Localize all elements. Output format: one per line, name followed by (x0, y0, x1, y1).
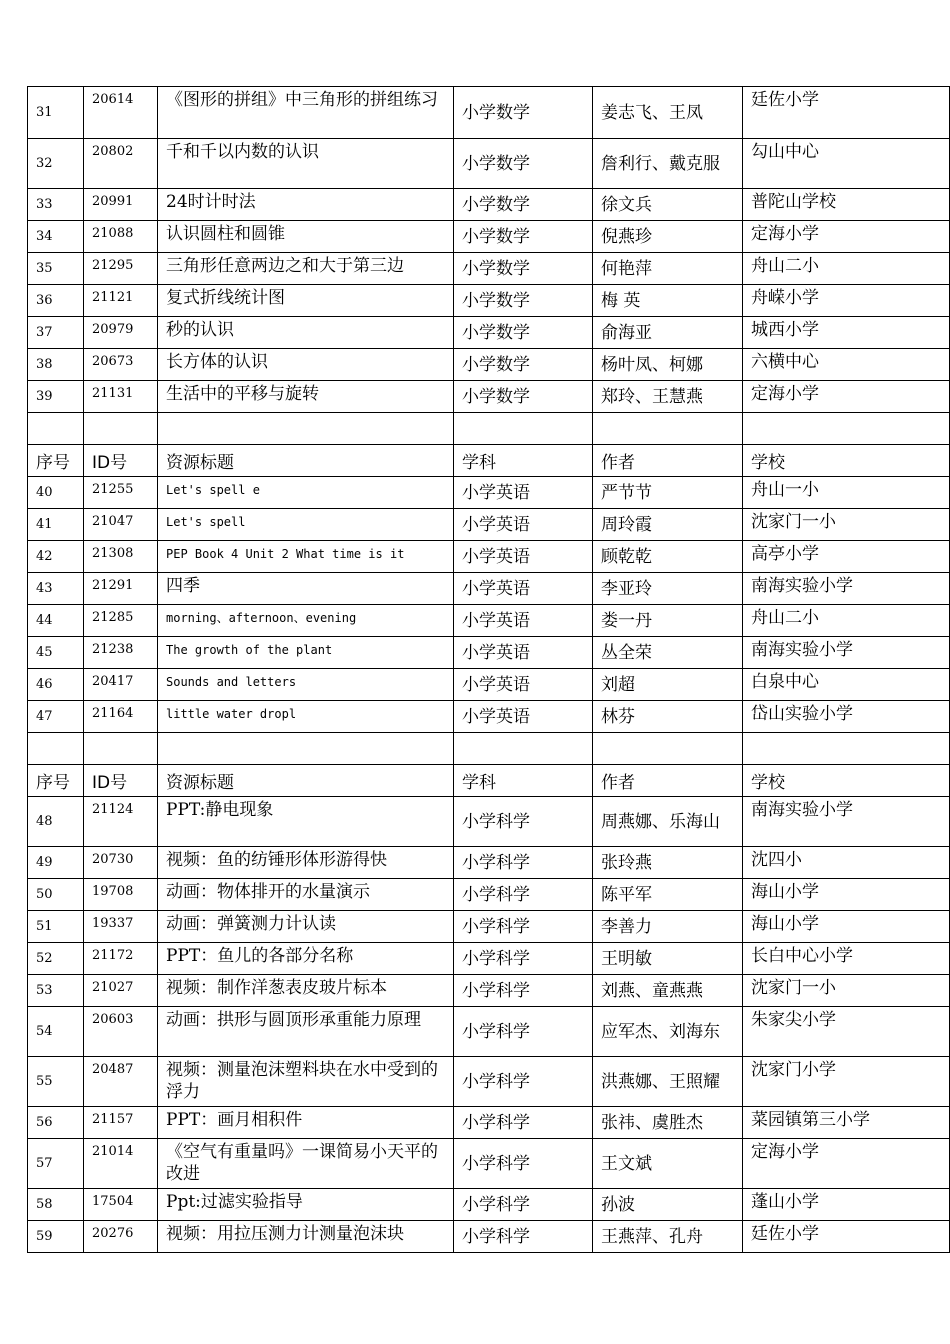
author: 王文斌 (593, 1139, 743, 1189)
resource-id: 21172 (84, 943, 158, 975)
author: 洪燕娜、王照耀 (593, 1057, 743, 1107)
subject: 小学科学 (454, 911, 593, 943)
row-number: 47 (28, 701, 84, 733)
school: 廷佐小学 (743, 87, 950, 139)
header-author: 作者 (593, 765, 743, 797)
resource-id: 20991 (84, 189, 158, 221)
resource-id: 21124 (84, 797, 158, 847)
author: 陈平军 (593, 879, 743, 911)
resource-id: 21088 (84, 221, 158, 253)
author: 刘超 (593, 669, 743, 701)
subject: 小学科学 (454, 975, 593, 1007)
subject: 小学英语 (454, 637, 593, 669)
resource-title: 动画：拱形与圆顶形承重能力原理 (158, 1007, 454, 1057)
resource-id: 17504 (84, 1189, 158, 1221)
header-seq: 序号 (28, 445, 84, 477)
header-title: 资源标题 (158, 445, 454, 477)
author: 杨叶凤、柯娜 (593, 349, 743, 381)
row-number: 59 (28, 1221, 84, 1253)
row-number: 32 (28, 139, 84, 189)
table-row (28, 1057, 950, 1107)
author: 刘燕、童燕燕 (593, 975, 743, 1007)
school: 海山小学 (743, 911, 950, 943)
blank-row (28, 413, 950, 445)
subject: 小学数学 (454, 381, 593, 413)
author: 徐文兵 (593, 189, 743, 221)
subject: 小学数学 (454, 285, 593, 317)
table-row (28, 879, 950, 911)
row-number: 44 (28, 605, 84, 637)
resource-id: 21131 (84, 381, 158, 413)
school: 舟山二小 (743, 253, 950, 285)
resource-title: 认识圆柱和圆锥 (158, 221, 454, 253)
resource-id: 20979 (84, 317, 158, 349)
header-school: 学校 (743, 765, 950, 797)
row-number: 46 (28, 669, 84, 701)
table-row (28, 541, 950, 573)
author: 王燕萍、孔舟 (593, 1221, 743, 1253)
school: 廷佐小学 (743, 1221, 950, 1253)
table-row (28, 253, 950, 285)
school: 南海实验小学 (743, 797, 950, 847)
resource-title: PPT：鱼儿的各部分名称 (158, 943, 454, 975)
table-row (28, 911, 950, 943)
row-number: 31 (28, 87, 84, 139)
row-number: 50 (28, 879, 84, 911)
author: 倪燕珍 (593, 221, 743, 253)
row-number: 45 (28, 637, 84, 669)
author: 梅 英 (593, 285, 743, 317)
table-row (28, 349, 950, 381)
table-row (28, 1189, 950, 1221)
subject: 小学科学 (454, 879, 593, 911)
table-row (28, 285, 950, 317)
resource-id: 21238 (84, 637, 158, 669)
table-row (28, 943, 950, 975)
resource-id: 20802 (84, 139, 158, 189)
school: 南海实验小学 (743, 637, 950, 669)
table-row (28, 637, 950, 669)
row-number: 52 (28, 943, 84, 975)
table-row (28, 797, 950, 847)
row-number: 49 (28, 847, 84, 879)
table-row (28, 381, 950, 413)
table-row (28, 87, 950, 139)
resource-title: 千和千以内数的认识 (158, 139, 454, 189)
subject: 小学英语 (454, 573, 593, 605)
author: 王明敏 (593, 943, 743, 975)
header-title: 资源标题 (158, 765, 454, 797)
resource-title: 视频：用拉压测力计测量泡沫块 (158, 1221, 454, 1253)
resource-title: 长方体的认识 (158, 349, 454, 381)
school: 朱家尖小学 (743, 1007, 950, 1057)
subject: 小学英语 (454, 541, 593, 573)
header-row (28, 445, 950, 477)
header-subject: 学科 (454, 765, 593, 797)
school: 定海小学 (743, 381, 950, 413)
table-row (28, 1221, 950, 1253)
subject: 小学数学 (454, 253, 593, 285)
resource-table (27, 86, 950, 1253)
subject: 小学科学 (454, 1107, 593, 1139)
subject: 小学数学 (454, 221, 593, 253)
resource-id: 20673 (84, 349, 158, 381)
author: 张祎、虞胜杰 (593, 1107, 743, 1139)
school: 定海小学 (743, 1139, 950, 1189)
subject: 小学科学 (454, 1221, 593, 1253)
row-number: 35 (28, 253, 84, 285)
table-row (28, 847, 950, 879)
resource-title: 四季 (158, 573, 454, 605)
author: 孙波 (593, 1189, 743, 1221)
resource-title: Let's spell e (158, 477, 454, 509)
row-number: 36 (28, 285, 84, 317)
resource-title: 24时计时法 (158, 189, 454, 221)
author: 顾乾乾 (593, 541, 743, 573)
row-number: 38 (28, 349, 84, 381)
row-number: 34 (28, 221, 84, 253)
resource-id: 21308 (84, 541, 158, 573)
blank-row (28, 733, 950, 765)
resource-title: Let's spell (158, 509, 454, 541)
resource-title: 三角形任意两边之和大于第三边 (158, 253, 454, 285)
header-seq: 序号 (28, 765, 84, 797)
school: 岱山实验小学 (743, 701, 950, 733)
resource-title: 《图形的拼组》中三角形的拼组练习 (158, 87, 454, 139)
author: 丛全荣 (593, 637, 743, 669)
school: 舟山二小 (743, 605, 950, 637)
resource-title: 生活中的平移与旋转 (158, 381, 454, 413)
table-row (28, 477, 950, 509)
resource-id: 20614 (84, 87, 158, 139)
subject: 小学英语 (454, 477, 593, 509)
resource-title: little water dropl (158, 701, 454, 733)
resource-id: 20730 (84, 847, 158, 879)
resource-title: 动画：弹簧测力计认读 (158, 911, 454, 943)
resource-title: PPT：画月相积件 (158, 1107, 454, 1139)
school: 沈四小 (743, 847, 950, 879)
resource-title: PPT:静电现象 (158, 797, 454, 847)
subject: 小学科学 (454, 943, 593, 975)
resource-title: Sounds and letters (158, 669, 454, 701)
row-number: 48 (28, 797, 84, 847)
table-row (28, 605, 950, 637)
author: 李善力 (593, 911, 743, 943)
subject: 小学科学 (454, 847, 593, 879)
table-row (28, 701, 950, 733)
resource-id: 21121 (84, 285, 158, 317)
resource-title: 动画：物体排开的水量演示 (158, 879, 454, 911)
subject: 小学数学 (454, 349, 593, 381)
school: 城西小学 (743, 317, 950, 349)
header-row (28, 765, 950, 797)
table-row (28, 1107, 950, 1139)
school: 舟山一小 (743, 477, 950, 509)
resource-id: 21164 (84, 701, 158, 733)
table-row (28, 221, 950, 253)
school: 高亭小学 (743, 541, 950, 573)
resource-id: 20276 (84, 1221, 158, 1253)
author: 娄一丹 (593, 605, 743, 637)
row-number: 41 (28, 509, 84, 541)
author: 严节节 (593, 477, 743, 509)
resource-title: 复式折线统计图 (158, 285, 454, 317)
header-author: 作者 (593, 445, 743, 477)
subject: 小学科学 (454, 1057, 593, 1107)
author: 应军杰、刘海东 (593, 1007, 743, 1057)
resource-title: 《空气有重量吗》一课简易小天平的改进 (158, 1139, 454, 1189)
school: 海山小学 (743, 879, 950, 911)
table-row (28, 975, 950, 1007)
row-number: 37 (28, 317, 84, 349)
table-row (28, 1139, 950, 1189)
author: 林芬 (593, 701, 743, 733)
subject: 小学英语 (454, 701, 593, 733)
resource-id: 20603 (84, 1007, 158, 1057)
table-row (28, 139, 950, 189)
header-id: ID号 (84, 445, 158, 477)
row-number: 58 (28, 1189, 84, 1221)
subject: 小学英语 (454, 669, 593, 701)
row-number: 40 (28, 477, 84, 509)
subject: 小学数学 (454, 317, 593, 349)
author: 李亚玲 (593, 573, 743, 605)
school: 六横中心 (743, 349, 950, 381)
table-row (28, 669, 950, 701)
resource-id: 19337 (84, 911, 158, 943)
school: 菜园镇第三小学 (743, 1107, 950, 1139)
school: 蓬山小学 (743, 1189, 950, 1221)
author: 周玲霞 (593, 509, 743, 541)
table-row (28, 317, 950, 349)
row-number: 43 (28, 573, 84, 605)
row-number: 56 (28, 1107, 84, 1139)
school: 南海实验小学 (743, 573, 950, 605)
row-number: 42 (28, 541, 84, 573)
header-school: 学校 (743, 445, 950, 477)
resource-id: 21295 (84, 253, 158, 285)
table-row (28, 1007, 950, 1057)
subject: 小学数学 (454, 87, 593, 139)
table-row (28, 573, 950, 605)
resource-title: 秒的认识 (158, 317, 454, 349)
row-number: 54 (28, 1007, 84, 1057)
resource-id: 21047 (84, 509, 158, 541)
table-row (28, 509, 950, 541)
resource-title: 视频：测量泡沫塑料块在水中受到的浮力 (158, 1057, 454, 1107)
school: 长白中心小学 (743, 943, 950, 975)
resource-id: 20417 (84, 669, 158, 701)
author: 何艳萍 (593, 253, 743, 285)
row-number: 53 (28, 975, 84, 1007)
school: 舟嵘小学 (743, 285, 950, 317)
author: 张玲燕 (593, 847, 743, 879)
resource-id: 19708 (84, 879, 158, 911)
resource-title: Ppt:过滤实验指导 (158, 1189, 454, 1221)
subject: 小学科学 (454, 1007, 593, 1057)
author: 俞海亚 (593, 317, 743, 349)
school: 勾山中心 (743, 139, 950, 189)
resource-title: PEP Book 4 Unit 2 What time is it (158, 541, 454, 573)
resource-id: 21291 (84, 573, 158, 605)
author: 詹利行、戴克服 (593, 139, 743, 189)
row-number: 57 (28, 1139, 84, 1189)
row-number: 51 (28, 911, 84, 943)
author: 姜志飞、王凤 (593, 87, 743, 139)
subject: 小学科学 (454, 1189, 593, 1221)
school: 沈家门一小 (743, 975, 950, 1007)
subject: 小学科学 (454, 797, 593, 847)
subject: 小学英语 (454, 605, 593, 637)
resource-title: morning、afternoon、evening (158, 605, 454, 637)
resource-id: 20487 (84, 1057, 158, 1107)
subject: 小学英语 (454, 509, 593, 541)
row-number: 39 (28, 381, 84, 413)
row-number: 55 (28, 1057, 84, 1107)
school: 沈家门一小 (743, 509, 950, 541)
header-id: ID号 (84, 765, 158, 797)
table-row (28, 189, 950, 221)
header-subject: 学科 (454, 445, 593, 477)
subject: 小学数学 (454, 139, 593, 189)
resource-title: 视频：制作洋葱表皮玻片标本 (158, 975, 454, 1007)
resource-id: 21255 (84, 477, 158, 509)
school: 定海小学 (743, 221, 950, 253)
row-number: 33 (28, 189, 84, 221)
school: 普陀山学校 (743, 189, 950, 221)
author: 周燕娜、乐海山 (593, 797, 743, 847)
resource-title: The growth of the plant (158, 637, 454, 669)
school: 沈家门小学 (743, 1057, 950, 1107)
resource-id: 21157 (84, 1107, 158, 1139)
subject: 小学科学 (454, 1139, 593, 1189)
resource-id: 21027 (84, 975, 158, 1007)
school: 白泉中心 (743, 669, 950, 701)
resource-title: 视频：鱼的纺锤形体形游得快 (158, 847, 454, 879)
resource-id: 21014 (84, 1139, 158, 1189)
author: 郑玲、王慧燕 (593, 381, 743, 413)
resource-id: 21285 (84, 605, 158, 637)
subject: 小学数学 (454, 189, 593, 221)
